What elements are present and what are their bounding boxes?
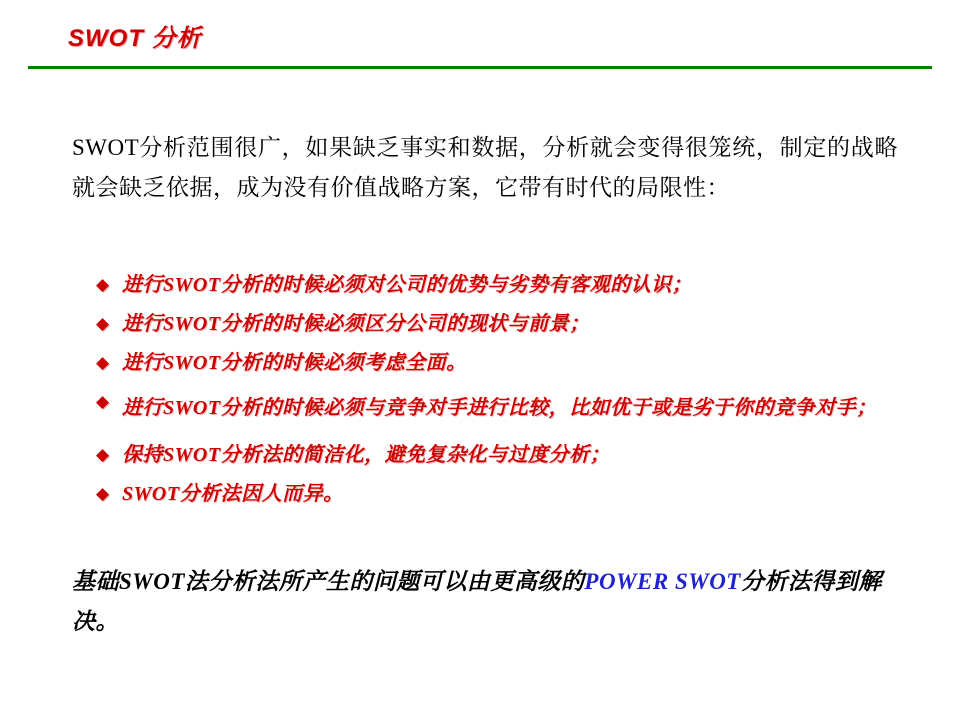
closing-text-after: 分析法得到解决。	[72, 569, 882, 634]
list-item-label: 进行SWOT分析的时候必须考虑全面。	[122, 352, 467, 374]
title-divider	[28, 66, 932, 69]
closing-paragraph	[72, 562, 902, 642]
list-item	[96, 387, 896, 429]
list-item	[96, 479, 896, 509]
bullet-list	[96, 270, 896, 518]
list-item	[96, 440, 896, 470]
diamond-bullet-icon: ◆	[96, 275, 110, 294]
diamond-bullet-icon: ◆	[96, 314, 110, 333]
closing-text-before: 基础SWOT法分析法所产生的问题可以由更高级的	[72, 569, 585, 594]
title-area	[0, 18, 960, 70]
list-item-label: 进行SWOT分析的时候必须区分公司的现状与前景；	[122, 313, 590, 335]
intro-paragraph: SWOT分析范围很广，如果缺乏事实和数据，分析就会变得很笼统，制定的战略就会缺乏依据，成为没有价值战略方案，它带有时代的局限性：	[72, 135, 898, 200]
list-item	[96, 309, 896, 339]
list-item-label: 进行SWOT分析的时候必须对公司的优势与劣势有客观的认识；	[122, 274, 693, 296]
list-item-label: SWOT分析法因人而异。	[122, 483, 344, 505]
diamond-bullet-icon: ◆	[96, 392, 110, 411]
diamond-bullet-icon: ◆	[96, 445, 110, 464]
list-item	[96, 348, 896, 378]
list-item-label: 进行SWOT分析的时候必须与竞争对手进行比较，比如优于或是劣于你的竞争对手；	[122, 397, 877, 419]
list-item	[96, 270, 896, 300]
diamond-bullet-icon: ◆	[96, 353, 110, 372]
closing-highlight: POWER SWOT	[584, 569, 741, 594]
list-item-label: 保持SWOT分析法的简洁化，避免复杂化与过度分析；	[122, 444, 611, 466]
diamond-bullet-icon: ◆	[96, 484, 110, 503]
page-title: SWOT 分析	[68, 25, 202, 52]
